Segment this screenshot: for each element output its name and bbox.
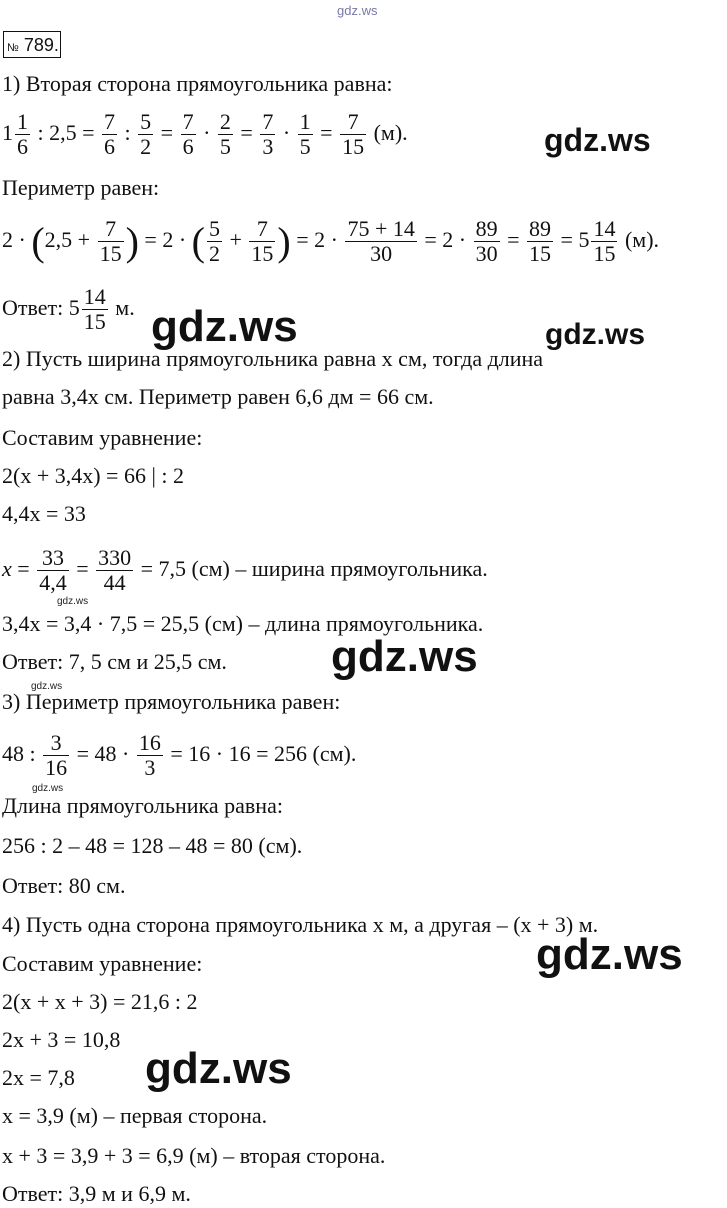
part2-equation-4: 3,4x = 3,4 · 7,5 = 25,5 (см) – длина прямоугольника. <box>2 611 484 636</box>
watermark-1: gdz.ws <box>544 122 651 158</box>
part4-equation-2: 2x + 3 = 10,8 <box>2 1027 121 1052</box>
part4-equation-5: x + 3 = 3,9 + 3 = 6,9 (м) – вторая сторона. <box>2 1143 386 1168</box>
part2-equation-2: 4,4x = 33 <box>2 501 86 526</box>
answer-label: Ответ: <box>2 295 64 320</box>
number-sign: № <box>7 42 19 54</box>
part1-answer <box>2 282 135 334</box>
part2-equation-1: 2(x + 3,4x) = 66 | : 2 <box>2 463 184 488</box>
watermark-5: gdz.ws <box>536 930 683 979</box>
part2-equation-3: x = $\frac{33}{4,4}$ = $\frac{330}{44}$ = 7,5 (см) – ширина прямоугольника. <box>2 545 488 596</box>
part3-heading: 3) Периметр прямоугольника равен: <box>2 689 341 714</box>
watermark-top: gdz.ws <box>337 3 378 18</box>
watermark-3: gdz.ws <box>545 318 646 351</box>
part2-line-3: Составим уравнение: <box>2 425 203 450</box>
part1-equation-1: 1 $\frac{1}{6}$ : 2,5 = $\frac{7}{6}$ : $\frac{5}{2}$ = $\frac{7}{6}$ · $\frac{2}{5}$ = $\frac{7}{3}$ · $\frac{1}{5}$ = $\frac{7}{15}$ (м). <box>2 109 408 160</box>
answer-unit: м. <box>115 295 135 320</box>
watermark-small-3: gdz.ws <box>32 783 64 794</box>
task-number: 789. <box>23 35 59 55</box>
watermark-2: gdz.ws <box>151 302 298 351</box>
part4-equation-3: 2x = 7,8 <box>2 1065 75 1090</box>
part3-equation-1: 48 : $\frac{3}{16}$ = 48 · $\frac{16}{3}$ = 16 · 16 = 256 (см). <box>2 730 357 781</box>
part3-equation-2: 256 : 2 – 48 = 128 – 48 = 80 (см). <box>2 833 303 858</box>
answer-denominator: 15 <box>83 309 106 335</box>
part4-line-1: 4) Пусть одна сторона прямоугольника x м, а другая – (x + 3) м. <box>2 912 599 937</box>
part1-equation-2: 2 · (2,5 + $\frac{7}{15}$ ) = 2 · ( $\frac{5}{2}$ + $\frac{7}{15}$ ) = 2 · $\frac{75 + 14}{30}$ = 2 · $\frac{89}{30}$ = $\frac{89}{15}$ = 5 $\frac{14}{15}$ (м). <box>2 216 660 267</box>
part4-equation-1: 2(x + x + 3) = 21,6 : 2 <box>2 989 198 1014</box>
part3-length-heading: Длина прямоугольника равна: <box>2 793 283 818</box>
watermark-small-2: gdz.ws <box>31 681 63 692</box>
watermark-6: gdz.ws <box>145 1044 292 1093</box>
part4-equation-4: x = 3,9 (м) – первая сторона. <box>2 1103 268 1128</box>
part2-line-1: 2) Пусть ширина прямоугольника равна x см, тогда длина <box>2 346 544 371</box>
watermark-small-1: gdz.ws <box>57 596 89 607</box>
task-number-box <box>3 31 61 58</box>
part2-answer: Ответ: 7, 5 см и 25,5 см. <box>2 649 227 674</box>
part2-line-2: равна 3,4x см. Периметр равен 6,6 дм = 66 см. <box>2 384 434 409</box>
answer-numerator: 14 <box>83 284 106 310</box>
part4-line-2: Составим уравнение: <box>2 951 203 976</box>
part1-heading: 1) Вторая сторона прямоугольника равна: <box>2 71 393 96</box>
part1-perimeter-heading: Периметр равен: <box>2 175 160 200</box>
part3-answer: Ответ: 80 см. <box>2 873 126 898</box>
part4-answer: Ответ: 3,9 м и 6,9 м. <box>2 1181 191 1206</box>
watermark-4: gdz.ws <box>331 632 478 681</box>
answer-whole: 5 <box>68 295 80 320</box>
part3-equation-1-tail: = 16 · 16 = 256 (см). <box>170 741 357 766</box>
